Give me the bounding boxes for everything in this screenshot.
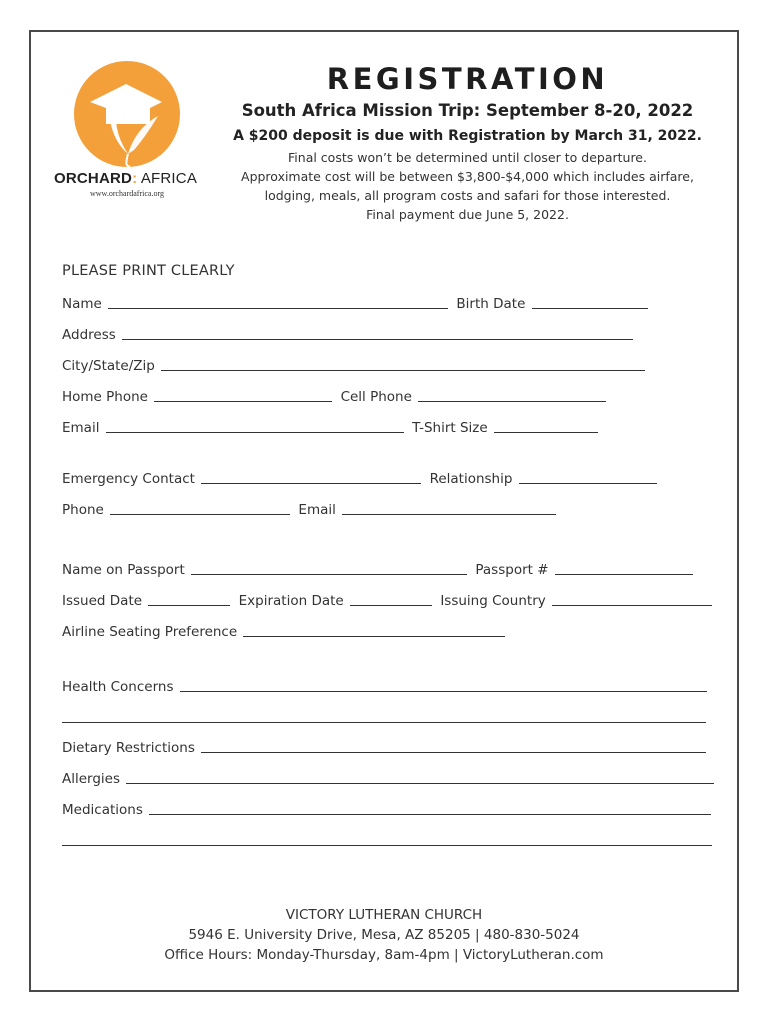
logo-brand-main: ORCHARD xyxy=(54,170,133,187)
health-concerns-field-continued[interactable] xyxy=(62,709,706,723)
passport-name-field[interactable] xyxy=(191,561,467,575)
church-name: VICTORY LUTHERAN CHURCH xyxy=(285,907,483,923)
form-row-dietary xyxy=(62,739,710,759)
office-hours: Office Hours: Monday-Thursday, 8am-4pm | VictoryLutheran.com xyxy=(164,947,604,963)
form-row-allergies xyxy=(62,770,718,790)
orchard-africa-logo xyxy=(54,58,204,208)
form-row-email xyxy=(62,419,602,439)
passport-number-label: Passport # xyxy=(475,562,549,578)
form-row-emergency xyxy=(62,470,661,490)
form-row-city xyxy=(62,357,649,377)
cost-note-line: Final payment due June 5, 2022. xyxy=(366,207,569,222)
tshirt-label: T-Shirt Size xyxy=(412,420,488,436)
form-row-name xyxy=(62,295,652,315)
issued-date-label: Issued Date xyxy=(62,593,143,609)
allergies-label: Allergies xyxy=(62,771,121,787)
form-row-ec-contact xyxy=(62,501,560,521)
form-row-health-cont xyxy=(62,709,710,729)
ec-phone-field[interactable] xyxy=(110,501,290,515)
form-row-airline xyxy=(62,623,509,643)
name-label: Name xyxy=(62,296,102,312)
cost-note-line: lodging, meals, all program costs and safari for those interested. xyxy=(264,188,671,203)
city-state-zip-label: City/State/Zip xyxy=(62,358,155,374)
emergency-contact-label: Emergency Contact xyxy=(62,471,195,487)
relationship-label: Relationship xyxy=(429,471,513,487)
medications-field-continued[interactable] xyxy=(62,832,712,846)
email-field[interactable] xyxy=(106,419,404,433)
email-label: Email xyxy=(62,420,100,436)
city-state-zip-field[interactable] xyxy=(161,357,645,371)
emergency-contact-field[interactable] xyxy=(201,470,421,484)
form-row-address xyxy=(62,326,637,346)
cost-note-line: Approximate cost will be between $3,800-$4,000 which includes airfare, xyxy=(241,169,694,184)
header xyxy=(215,60,720,224)
ec-email-field[interactable] xyxy=(342,501,556,515)
address-field[interactable] xyxy=(122,326,633,340)
name-field[interactable] xyxy=(108,295,448,309)
form-row-medications xyxy=(62,801,715,821)
medications-label: Medications xyxy=(62,802,143,818)
cell-phone-field[interactable] xyxy=(418,388,606,402)
print-instruction: PLEASE PRINT CLEARLY xyxy=(62,263,235,279)
health-concerns-label: Health Concerns xyxy=(62,679,174,695)
birth-date-label: Birth Date xyxy=(456,296,526,312)
ec-phone-label: Phone xyxy=(62,502,104,518)
expiration-date-label: Expiration Date xyxy=(238,593,344,609)
church-address: 5946 E. University Drive, Mesa, AZ 85205 | 480-830-5024 xyxy=(188,927,580,943)
tshirt-size-field[interactable] xyxy=(494,419,598,433)
trip-subtitle: South Africa Mission Trip: September 8-20, 2022 xyxy=(241,101,694,120)
passport-name-label: Name on Passport xyxy=(62,562,185,578)
dietary-label: Dietary Restrictions xyxy=(62,740,195,756)
issuing-country-field[interactable] xyxy=(552,592,712,606)
page-title: REGISTRATION xyxy=(326,62,609,96)
health-concerns-field[interactable] xyxy=(180,678,707,692)
logo-brand-sep: : xyxy=(132,170,138,187)
expiration-date-field[interactable] xyxy=(350,592,432,606)
form-row-medications-cont xyxy=(62,832,716,852)
logo-url: www.orchardafrica.org xyxy=(90,189,164,198)
footer xyxy=(29,905,739,965)
logo-brand-suffix: AFRICA xyxy=(137,170,198,187)
form-row-phones xyxy=(62,388,610,408)
passport-number-field[interactable] xyxy=(555,561,693,575)
issuing-country-label: Issuing Country xyxy=(440,593,546,609)
cost-note xyxy=(215,148,720,224)
birth-date-field[interactable] xyxy=(532,295,648,309)
airline-seating-field[interactable] xyxy=(243,623,505,637)
form-row-passport-dates xyxy=(62,592,716,612)
dietary-field[interactable] xyxy=(201,739,706,753)
medications-field[interactable] xyxy=(149,801,711,815)
ec-email-label: Email xyxy=(298,502,336,518)
allergies-field[interactable] xyxy=(126,770,714,784)
relationship-field[interactable] xyxy=(519,470,657,484)
address-label: Address xyxy=(62,327,116,343)
airline-seating-label: Airline Seating Preference xyxy=(62,624,238,640)
home-phone-field[interactable] xyxy=(154,388,332,402)
deposit-notice: A $200 deposit is due with Registration by March 31, 2022. xyxy=(233,128,702,144)
home-phone-label: Home Phone xyxy=(62,389,148,405)
cost-note-line: Final costs won’t be determined until closer to departure. xyxy=(288,150,647,165)
issued-date-field[interactable] xyxy=(148,592,230,606)
cell-phone-label: Cell Phone xyxy=(340,389,412,405)
form-row-passport xyxy=(62,561,697,581)
form-row-health xyxy=(62,678,711,698)
